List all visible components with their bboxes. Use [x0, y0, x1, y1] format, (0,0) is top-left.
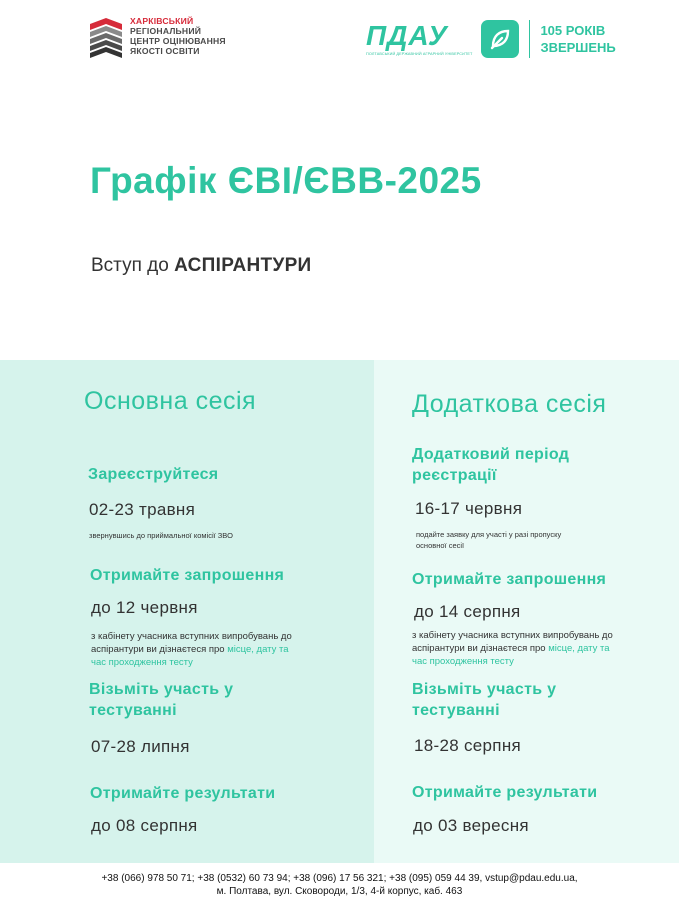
- logo-line-3: ЦЕНТР ОЦІНЮВАННЯ: [130, 36, 226, 46]
- main-results-date: до 08 серпня: [91, 816, 198, 835]
- anniversary-label: [540, 22, 615, 56]
- main-invite-label: Отримайте запрошення: [90, 567, 285, 584]
- extra-invite-label: Отримайте запрошення: [412, 571, 607, 588]
- main-register-label: Зареєструйтеся: [88, 466, 219, 483]
- main-invite-note: [91, 630, 292, 669]
- main-test-label-line-2: тестуванні: [89, 702, 177, 719]
- extra-register-note-line-1: подайте заявку для участі у разі пропуску: [416, 530, 562, 539]
- main-results-label: Отримайте результати: [90, 785, 276, 802]
- extra-register-label-line-2: реєстрації: [412, 467, 497, 484]
- main-test-label: [89, 679, 233, 721]
- main-invite-note-highlight-1: місце, дату та: [227, 644, 289, 655]
- leaf-icon: [481, 20, 519, 58]
- main-invite-note-line-1: з кабінету учасника вступних випробувань до: [91, 631, 292, 642]
- extra-invite-note-highlight-2: час проходження тесту: [412, 656, 514, 667]
- subtitle-bold: АСПІРАНТУРИ: [174, 255, 312, 276]
- extra-test-date: 18-28 серпня: [414, 736, 522, 755]
- pdau-name: ПДАУ: [366, 20, 448, 51]
- extra-results-label: Отримайте результати: [412, 784, 598, 801]
- main-session-heading: Основна сесія: [84, 387, 257, 415]
- extra-invite-note-line-2: аспірантури ви дізнаєтеся про: [412, 643, 549, 654]
- years-line-2: ЗВЕРШЕНЬ: [540, 40, 616, 55]
- extra-session-panel: [374, 360, 679, 863]
- extra-register-date: 16-17 червня: [415, 499, 523, 518]
- extra-register-note: [416, 529, 561, 551]
- logo-line-1: ХАРКІВСЬКИЙ: [130, 16, 194, 26]
- extra-register-label: [412, 444, 569, 486]
- page-subtitle: [91, 255, 312, 277]
- main-register-note: звернувшись до приймальної комісії ЗВО: [89, 531, 233, 540]
- logo-line-2: РЕГІОНАЛЬНИЙ: [130, 26, 202, 36]
- extra-session-heading: Додаткова сесія: [412, 390, 607, 418]
- logo-line-4: ЯКОСТІ ОСВІТИ: [130, 46, 200, 56]
- extra-invite-date: до 14 серпня: [414, 602, 521, 621]
- main-session-panel: [0, 360, 374, 863]
- contact-footer: [0, 872, 679, 898]
- years-line-1: 105 РОКІВ: [540, 23, 606, 38]
- main-invite-note-highlight-2: час проходження тесту: [91, 657, 193, 668]
- main-register-date: 02-23 травня: [89, 500, 196, 519]
- extra-register-note-line-2: основної сесії: [416, 541, 465, 550]
- extra-test-label: [412, 679, 556, 721]
- subtitle-prefix: Вступ до: [91, 255, 175, 276]
- logo-divider: [529, 20, 530, 58]
- footer-address: м. Полтава, вул. Сковороди, 1/3, 4-й корпус, каб. 463: [216, 886, 463, 897]
- main-invite-note-line-2: аспірантури ви дізнаєтеся про: [91, 644, 228, 655]
- kharkiv-center-logo: [88, 16, 226, 60]
- pdau-subtitle: ПОЛТАВСЬКИЙ ДЕРЖАВНИЙ АГРАРНИЙ УНІВЕРСИТЕТ: [366, 52, 473, 56]
- page-title: Графік ЄВІ/ЄВВ-2025: [90, 160, 482, 201]
- extra-invite-note: [412, 629, 613, 668]
- extra-test-label-line-2: тестуванні: [412, 702, 500, 719]
- footer-contacts: +38 (066) 978 50 71; +38 (0532) 60 73 94; +38 (096) 17 56 321; +38 (095) 059 44 39, vstup@pdau.edu.ua,: [101, 873, 578, 884]
- main-test-label-line-1: Візьміть участь у: [89, 681, 234, 698]
- extra-invite-note-line-1: з кабінету учасника вступних випробувань до: [412, 630, 613, 641]
- extra-results-date: до 03 вересня: [413, 816, 529, 835]
- pdau-logo: [366, 20, 616, 58]
- main-invite-date: до 12 червня: [91, 598, 198, 617]
- extra-test-label-line-1: Візьміть участь у: [412, 681, 557, 698]
- extra-register-label-line-1: Додатковий період: [412, 446, 570, 463]
- kharkiv-center-name: [130, 16, 226, 56]
- main-test-date: 07-28 липня: [91, 737, 190, 756]
- extra-invite-note-highlight-1: місце, дату та: [548, 643, 610, 654]
- book-stripes-icon: [88, 16, 124, 60]
